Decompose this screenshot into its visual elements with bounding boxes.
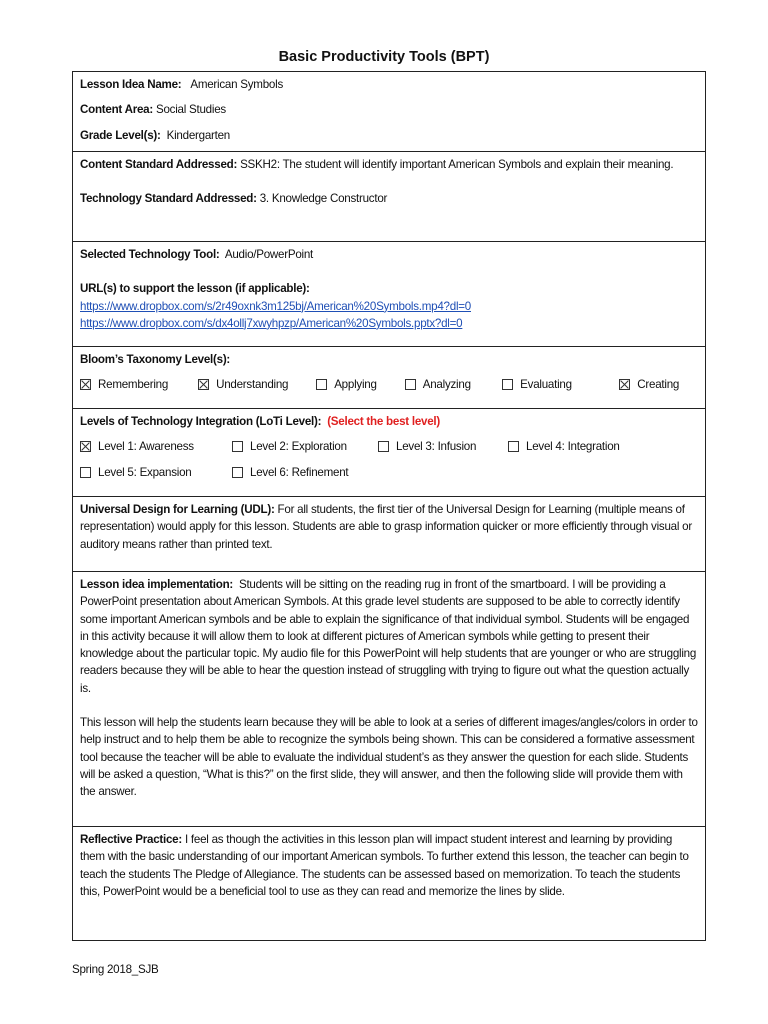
checkbox-option[interactable] [232, 464, 378, 481]
udl-label: Universal Design for Learning (UDL): [80, 503, 275, 516]
technology-tool-section [73, 241, 705, 346]
checked-box-icon[interactable] [80, 379, 91, 390]
urls-label: URL(s) to support the lesson (if applicable): [80, 282, 310, 296]
checkbox-label: Level 5: Expansion [98, 465, 192, 479]
checked-box-icon[interactable] [80, 441, 91, 452]
url-link-mp4[interactable]: https://www.dropbox.com/s/2r49oxnk3m125bj/American%20Symbols.mp4?dl=0 [80, 299, 471, 313]
empty-box-icon[interactable] [316, 379, 327, 390]
checkbox-label: Applying [334, 378, 377, 392]
checkbox-option[interactable] [508, 438, 648, 455]
tool-label: Selected Technology Tool: [80, 248, 220, 261]
udl-text: For all students, the first tier of the Universal Design for Learning (multiple means of representation) would apply for this lesson. Students are able to grasp information quicker or more efficiently through visual or auditory means rather than printed text. [80, 503, 692, 551]
checkbox-option[interactable] [619, 376, 698, 393]
blooms-label: Bloom’s Taxonomy Level(s): [80, 353, 231, 366]
blooms-section [73, 346, 705, 408]
reflective-section [73, 826, 705, 940]
loti-options-row-1 [80, 438, 698, 455]
checkbox-label: Understanding [216, 378, 289, 392]
checkbox-option[interactable] [80, 464, 232, 481]
empty-box-icon[interactable] [405, 379, 416, 390]
empty-box-icon[interactable] [232, 441, 243, 452]
content-area-label: Content Area: [80, 103, 153, 117]
tech-standard-value: 3. Knowledge Constructor [259, 192, 388, 206]
grade-level-value: Kindergarten [166, 128, 230, 142]
reflective-text: I feel as though the activities in this lesson plan will impact student interest and learning by providing them with the basic understanding of our important American symbols. To further extend this lesson, the teacher can begin to teach the students The Pledge of Allegiance. The students can be assessed based on memorization. To teach the students this, PowerPoint would be a beneficial tool to use as they can read and memorize the lines by slide. [80, 833, 689, 898]
loti-label: Levels of Technology Integration (LoTi Level): [80, 415, 322, 428]
checkbox-label: Analyzing [422, 378, 471, 392]
checkbox-option[interactable] [316, 376, 405, 393]
reflective-label: Reflective Practice: [80, 833, 182, 846]
checkbox-option[interactable] [502, 376, 619, 393]
checkbox-label: Level 3: Infusion [396, 440, 477, 454]
checkbox-label: Level 1: Awareness [98, 440, 194, 454]
lesson-idea-value: American Symbols [190, 78, 283, 91]
empty-box-icon[interactable] [232, 467, 243, 478]
loti-options-row-2 [80, 464, 698, 481]
implementation-paragraph-1: Students will be sitting on the reading rug in front of the smartboard. I will be providing a PowerPoint presentation about American Symbols. At this grade level students are supposed to be able to correctly identify some important American symbols and be able to explain the significance of that individual symbol. Students will be engaged in this activity because it will allow them to look at different pictures of American symbols while getting to present their knowledge about the particular topic. My audio file for this PowerPoint will help students that are younger or who are struggling readers because they will be able to hear the question instead of struggling with trying to figure out what the question actually is. [80, 578, 697, 695]
checkbox-option[interactable] [232, 438, 378, 455]
checkbox-label: Level 6: Refinement [250, 465, 349, 479]
checkbox-label: Remembering [98, 378, 169, 392]
grade-level-label: Grade Level(s): [80, 128, 161, 142]
lesson-info-section [73, 72, 705, 151]
blooms-options [80, 376, 698, 393]
checkbox-option[interactable] [378, 438, 508, 455]
checkbox-label: Evaluating [520, 378, 572, 392]
lesson-idea-label: Lesson Idea Name: [80, 78, 182, 91]
implementation-label: Lesson idea implementation: [80, 578, 234, 591]
checkbox-label: Level 2: Exploration [250, 440, 347, 454]
tool-value: Audio/PowerPoint [224, 248, 314, 261]
content-area-value: Social Studies [155, 103, 226, 117]
empty-box-icon[interactable] [502, 379, 513, 390]
udl-section [73, 496, 705, 571]
implementation-paragraph-2: This lesson will help the students learn because they will be able to look at a series of different images/angles/colors in order to help instruct and to help them be able to recognize the symbols being shown. This can be considered a formative assessment tool because the teacher will be able to evaluate the individual student’s as they answer the question for each slide. Students will be asked a question, “What is this?” on the first slide, they will answer, and then the following slide will provide them with the answer. [80, 716, 698, 799]
checkbox-option[interactable] [198, 376, 316, 393]
lesson-plan-table [72, 71, 706, 941]
empty-box-icon[interactable] [508, 441, 519, 452]
checkbox-label: Level 4: Integration [526, 440, 620, 454]
checked-box-icon[interactable] [619, 379, 630, 390]
empty-box-icon[interactable] [80, 467, 91, 478]
tech-standard-label: Technology Standard Addressed: [80, 192, 257, 206]
loti-hint: (Select the best level) [327, 415, 440, 428]
checkbox-label: Creating [637, 378, 680, 392]
standards-section [73, 151, 705, 241]
document-title: Basic Productivity Tools (BPT) [278, 49, 490, 65]
checkbox-option[interactable] [80, 438, 232, 455]
url-link-pptx[interactable]: https://www.dropbox.com/s/dx4ollj7xwyhpzp/American%20Symbols.pptx?dl=0 [80, 316, 463, 330]
implementation-section [73, 571, 705, 826]
checkbox-option[interactable] [405, 376, 502, 393]
content-standard-label: Content Standard Addressed: [80, 158, 238, 171]
footer: Spring 2018_SJB [72, 963, 159, 976]
checked-box-icon[interactable] [198, 379, 209, 390]
loti-section [73, 408, 705, 496]
empty-box-icon[interactable] [378, 441, 389, 452]
checkbox-option[interactable] [80, 376, 198, 393]
content-standard-value: SSKH2: The student will identify important American Symbols and explain their meaning. [240, 158, 674, 171]
